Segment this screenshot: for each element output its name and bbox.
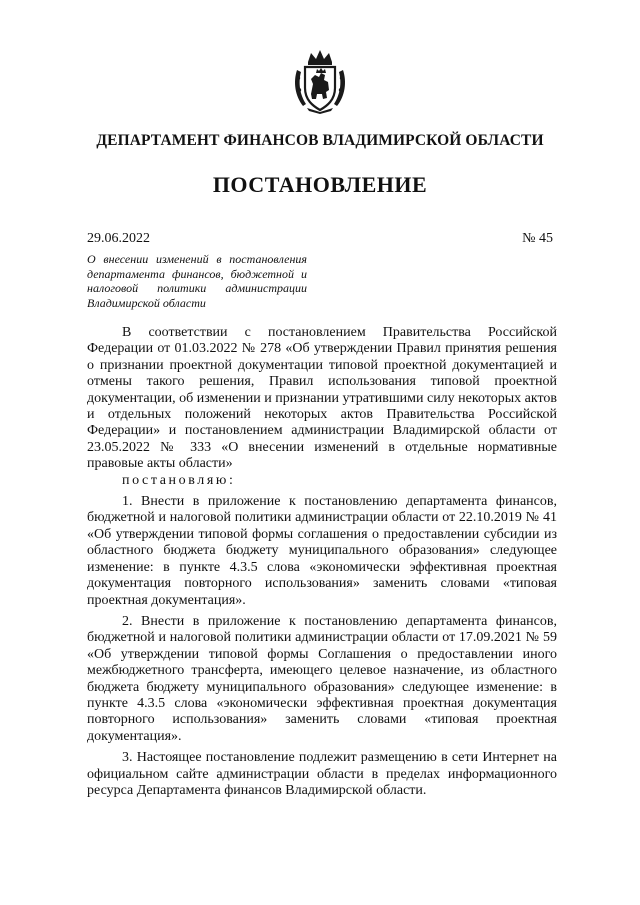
coat-of-arms-icon — [291, 48, 349, 114]
preamble-paragraph: В соответствии с постановлением Правительства Российской Федерации от 01.03.2022 № 278 «Об утверждении Правил принятия решения о признании проектной документации типовой проектной документацией и отмены такого решения, Правил использования типовой проектной документации, об изменении и признании утратившими силу некоторых актов и отдельных положений некоторых актов Правительства Российской Федерации» и постановлением администрации Владимирской области от 23.05.2022 № 333 «О внесении изменений в отдельные нормативные правовые акты области» — [87, 325, 557, 472]
department-title: ДЕПАРТАМЕНТ ФИНАНСОВ ВЛАДИМИРСКОЙ ОБЛАСТИ — [96, 132, 544, 149]
item-3-paragraph: 3. Настоящее постановление подлежит размещению в сети Интернет на официальном сайте администрации области в пределах информационного ресурса Департамента финансов Владимирской области. — [87, 750, 557, 798]
document-body — [87, 325, 557, 799]
item-2-paragraph: 2. Внести в приложение к постановлению департамента финансов, бюджетной и налоговой политики администрации области от 17.09.2021 № 59 «Об утверждении типовой формы Соглашения о предоставлении иного межбюджетного трансферта, имеющего целевое назначение, из областного бюджета бюджету муниципального образования» следующее изменение: в пункте 4.3.5 слова «экономически эффективная проектная документация повторного использования» заменить словами «типовая проектная документация». — [87, 613, 557, 744]
decree-word: постановляю: — [122, 472, 236, 488]
document-number: № 45 — [522, 231, 553, 246]
document-date: 29.06.2022 — [87, 231, 150, 246]
document-type-title: ПОСТАНОВЛЕНИЕ — [212, 172, 428, 197]
document-subject: О внесении изменений в постановления департамента финансов, бюджетной и налоговой политики администрации Владимирской области — [87, 252, 307, 310]
item-1-paragraph: 1. Внести в приложение к постановлению департамента финансов, бюджетной и налоговой политики администрации области от 22.10.2019 № 41 «Об утверждении типовой формы соглашения о предоставлении субсидии из областного бюджета бюджету муниципального образования» следующее изменение: в пункте 4.3.5 слова «экономически эффективная проектная документация повторного использования» заменить словами «типовая проектная документация». — [87, 494, 557, 608]
